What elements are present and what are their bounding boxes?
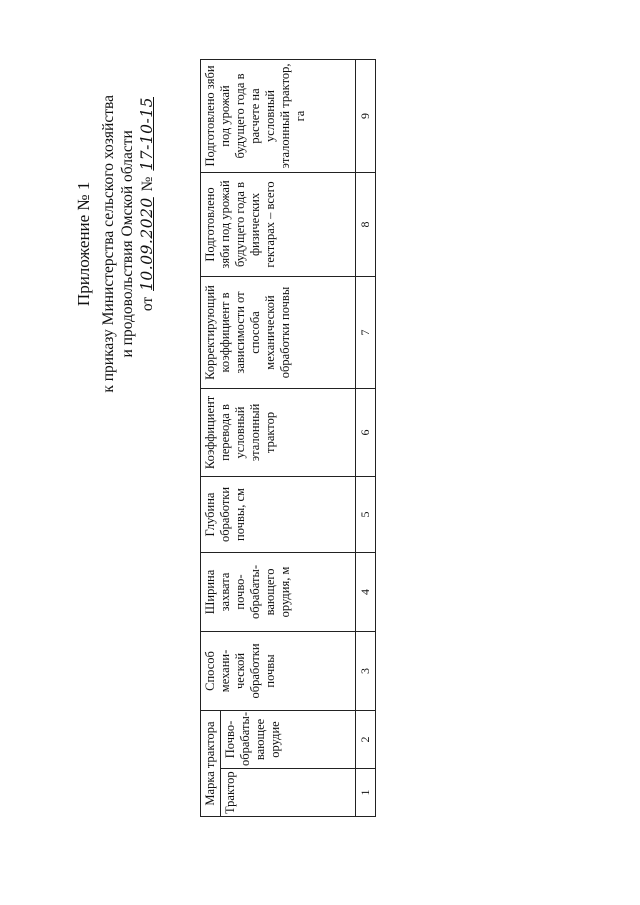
col-number-3: 3 (356, 631, 376, 710)
order-line-2: и продовольствия Омской области (119, 130, 136, 358)
header-row-group (201, 59, 221, 816)
data-table (200, 59, 376, 817)
col-number-7: 7 (356, 276, 376, 388)
col-header-2: Почво-обрабаты-вающее орудие (221, 710, 356, 768)
col-header-4: Ширина захвата почво-обрабаты-вающего орудия, м (201, 552, 356, 631)
handwritten-number: 17-10-15 (138, 97, 156, 171)
col-header-5: Глубина обработки почвы, см (201, 476, 356, 552)
col-number-4: 4 (356, 552, 376, 631)
group-header-cell: Марка трактора (201, 710, 221, 816)
date-prefix: от (139, 296, 156, 312)
order-date-line (138, 95, 157, 393)
col-header-1: Трактор (221, 769, 356, 817)
column-number-row (356, 59, 376, 816)
col-header-7: Корректирующий коэффициент в зависимости от способа механической обработки почвы (201, 276, 356, 388)
col-header-8: Подготовлено зяби под урожай будущего года в физических гектарах – всего (201, 172, 356, 276)
col-number-9: 9 (356, 59, 376, 172)
col-number-8: 8 (356, 172, 376, 276)
col-header-6: Коэффициент перевода в условный эталонный трактор (201, 388, 356, 476)
col-header-9: Подготовлено зяби под урожай будущего года в расчете на условный эталонный трактор, га (201, 59, 356, 172)
col-header-3: Способ механи-ческой обработки почвы (201, 631, 356, 710)
number-prefix: № (139, 176, 156, 192)
appendix-title: Приложение № 1 (74, 181, 93, 307)
col-number-2: 2 (356, 710, 376, 768)
col-number-5: 5 (356, 476, 376, 552)
document-header (74, 95, 157, 393)
order-line-1: к приказу Министерства сельского хозяйства (100, 95, 117, 393)
col-number-6: 6 (356, 388, 376, 476)
handwritten-date: 10.09.2020 (138, 197, 156, 291)
col-number-1: 1 (356, 769, 376, 817)
